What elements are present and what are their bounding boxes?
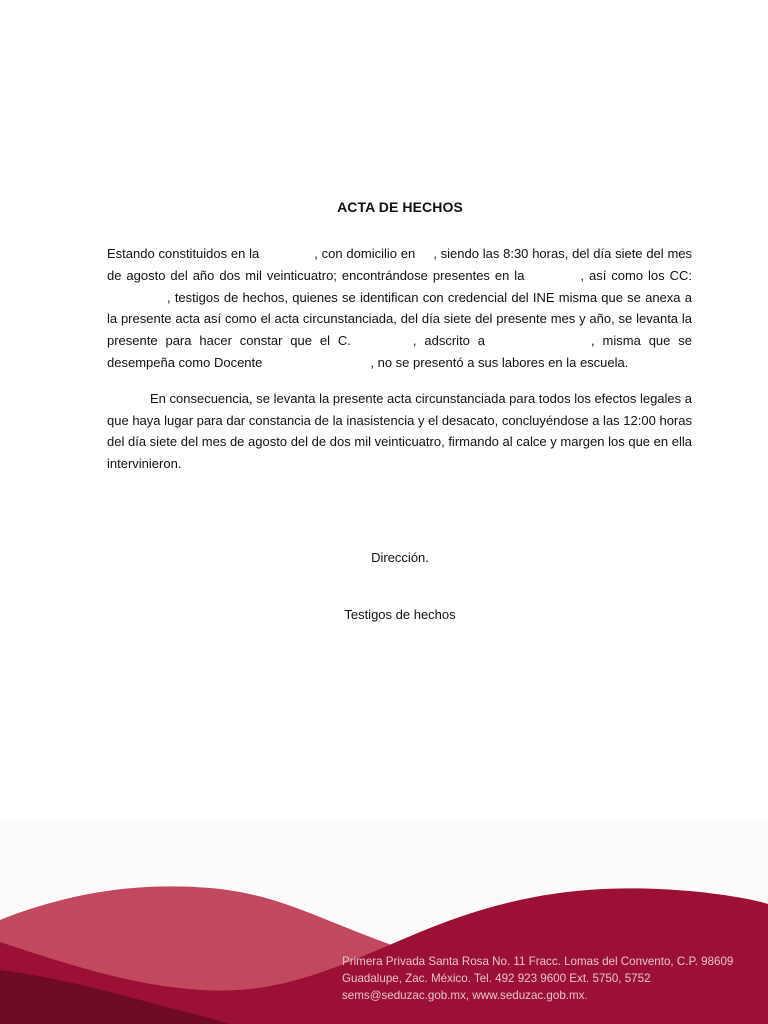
paragraph-statement	[107, 243, 692, 374]
footer-address-line-2: Guadalupe, Zac. México. Tel. 492 923 9600 Ext. 5750, 5752	[342, 972, 651, 985]
footer-address-line-3: sems@seduzac.gob.mx, www.seduzac.gob.mx.	[342, 989, 588, 1002]
direccion-label: Dirección.	[371, 550, 429, 565]
paragraph-1-segment-2: , con domicilio en	[314, 246, 416, 261]
paragraph-1-segment-3: , siendo las 8:30 horas, del día siete del mes de agosto del año dos mil veinticuatro; encontrándose presentes en la	[107, 246, 692, 283]
footer-address-line-1: Primera Privada Santa Rosa No. 11 Fracc. Lomas del Convento, C.P. 98609	[342, 955, 734, 968]
testigos-label: Testigos de hechos	[344, 607, 456, 622]
footer-contact-info	[342, 953, 762, 1004]
document-title: ACTA DE HECHOS	[337, 199, 463, 215]
paragraph-1-segment-5: , testigos de hechos, quienes se identifican con credencial del INE misma que se anexa a la presente acta así como el acta circunstanciada, del día siete del presente mes y año, se levanta la presente para hacer constar que el C.	[107, 289, 692, 349]
paragraph-consequence: En consecuencia, se levanta la presente acta circunstanciada para todos los efectos legales a que haya lugar para dar constancia de la inasistencia y el desacato, concluyéndose a las 12:00 horas del día siete del mes de agosto del de dos mil veinticuatro, firmando al calce y margen los que en ella intervinieron.	[107, 390, 693, 472]
paragraph-1-segment-7: , misma que se desempeña como Docente	[107, 333, 692, 370]
paragraph-1-segment-4: , así como los CC:	[580, 267, 692, 283]
paragraph-1-segment-6: , adscrito a	[412, 333, 486, 349]
paragraph-1-segment-8: , no se presentó a sus labores en la escuela.	[370, 354, 629, 370]
paragraph-1-segment-1: Estando constituidos en la	[107, 246, 260, 261]
document-body	[107, 243, 692, 475]
